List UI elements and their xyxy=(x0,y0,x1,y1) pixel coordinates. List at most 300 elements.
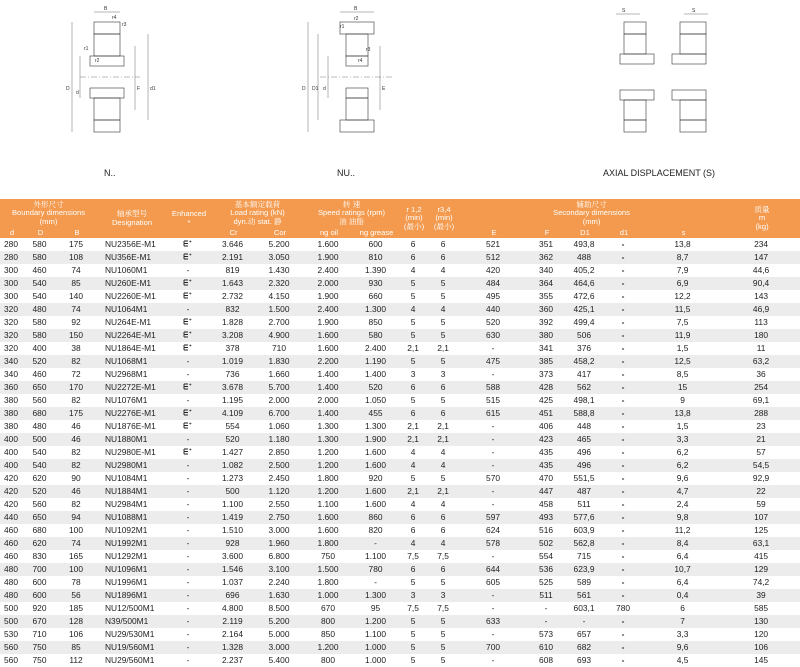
table-cell: 400 xyxy=(0,433,24,446)
table-cell: 693 xyxy=(577,655,592,665)
table-cell: 860 xyxy=(354,511,399,524)
table-cell: 23 xyxy=(756,421,766,431)
table-cell: 234 xyxy=(754,239,769,249)
enhanced-icon xyxy=(183,342,193,355)
enhanced-icon xyxy=(183,290,193,303)
table-cell: 5 xyxy=(410,577,416,587)
enhanced-icon xyxy=(183,277,193,290)
table-cell: 405,2 xyxy=(573,265,595,275)
table-cell: 460 xyxy=(4,525,18,535)
table-cell: - xyxy=(491,421,495,431)
table-cell: 254 xyxy=(724,381,800,394)
table-cell: 288 xyxy=(724,407,800,420)
table-cell xyxy=(167,342,211,355)
table-row xyxy=(0,368,800,381)
table-cell: 3.000 xyxy=(256,641,304,654)
table-cell: 11 xyxy=(756,343,766,353)
table-cell: 420 xyxy=(4,473,18,483)
table-row xyxy=(0,641,800,654)
table-row xyxy=(0,524,800,537)
label-d: d xyxy=(323,86,326,92)
table-cell: 130 xyxy=(724,615,800,628)
table-cell: N39/500M1 xyxy=(97,615,167,628)
label-d1: d1 xyxy=(150,86,156,92)
table-cell: 74,2 xyxy=(752,577,770,587)
bearing-table xyxy=(0,199,800,667)
table-cell: 502 xyxy=(529,537,565,550)
table-row xyxy=(0,446,800,459)
table-cell: 1.300 xyxy=(365,421,386,431)
table-cell: 930 xyxy=(354,277,399,290)
table-cell: 1.600 xyxy=(317,239,339,249)
table-cell: 3.678 xyxy=(211,381,256,394)
table-cell: 4 xyxy=(429,537,459,550)
table-cell: 495 xyxy=(486,291,501,301)
left-roller-bottom xyxy=(624,100,646,120)
table-row xyxy=(0,407,800,420)
table-cell: 6 xyxy=(440,239,446,249)
table-cell: 5 xyxy=(410,291,416,301)
table-cell: 521 xyxy=(486,239,501,249)
table-cell: 5 xyxy=(429,641,459,654)
table-cell: 520 xyxy=(354,381,399,394)
table-cell: NU1096M1 xyxy=(97,563,167,576)
table-cell: 6.700 xyxy=(256,407,304,420)
table-cell: 95 xyxy=(370,603,381,613)
table-cell: - xyxy=(167,355,211,368)
table-cell: 750 xyxy=(32,655,47,665)
table-cell: 1.430 xyxy=(268,265,290,275)
sub-grease: ng grease xyxy=(354,228,399,238)
table-cell: - xyxy=(605,589,643,602)
table-cell: 9 xyxy=(680,395,685,405)
table-cell: 21 xyxy=(724,433,800,446)
table-cell: 570 xyxy=(486,473,501,483)
table-cell: 520 xyxy=(486,317,501,327)
label-r4: r4 xyxy=(112,15,117,21)
table-cell: 1.200 xyxy=(317,447,339,457)
table-cell: 1.900 xyxy=(317,291,339,301)
table-cell: 82 xyxy=(71,447,81,457)
table-cell: 2.000 xyxy=(304,277,354,290)
table-cell: 2.450 xyxy=(268,473,290,483)
table-cell: 1.180 xyxy=(256,433,304,446)
table-cell: 440 xyxy=(459,303,529,316)
table-cell: 2.750 xyxy=(256,511,304,524)
table-cell: 175 xyxy=(69,239,83,249)
table-cell: 715 xyxy=(577,551,592,561)
table-cell: - xyxy=(605,381,643,394)
outer-ring-top xyxy=(94,22,120,34)
table-cell: - xyxy=(621,369,625,379)
table-cell: - xyxy=(491,343,495,353)
table-cell: NU2272E-M1 xyxy=(97,381,167,394)
table-cell: 920 xyxy=(368,473,383,483)
table-cell: 3,3 xyxy=(643,433,724,446)
inner-ring-bottom xyxy=(346,88,368,98)
table-cell: 1.400 xyxy=(365,369,386,379)
table-cell: 13,8 xyxy=(643,407,724,420)
table-cell: 448 xyxy=(577,421,592,431)
right-inner-top xyxy=(672,54,706,64)
table-cell: 580 xyxy=(32,239,47,249)
table-cell: 392 xyxy=(539,317,554,327)
table-cell: 780 xyxy=(616,603,631,613)
table-cell: 4 xyxy=(410,265,416,275)
table-cell: 180 xyxy=(724,329,800,342)
table-cell: 13,8 xyxy=(674,239,691,249)
table-cell: - xyxy=(621,395,625,405)
table-cell: 680 xyxy=(24,407,57,420)
table-cell: 5 xyxy=(440,655,446,665)
table-cell: 92 xyxy=(71,317,81,327)
table-row xyxy=(0,563,800,576)
table-cell: 554 xyxy=(225,421,240,431)
table-cell: 2.164 xyxy=(222,629,243,639)
label-r4: r4 xyxy=(358,58,363,64)
table-cell: 5 xyxy=(399,329,429,342)
table-cell: 2,1 xyxy=(407,421,419,431)
table-cell: 340 xyxy=(539,265,554,275)
table-cell: 300 xyxy=(4,265,18,275)
table-cell: 4.109 xyxy=(211,407,256,420)
table-cell: 1.200 xyxy=(304,641,354,654)
table-cell: 15 xyxy=(643,381,724,394)
table-cell: 4,7 xyxy=(643,485,724,498)
enhanced-icon xyxy=(183,420,193,433)
table-cell: 928 xyxy=(211,537,256,550)
table-cell: - xyxy=(605,329,643,342)
table-cell: 425,1 xyxy=(565,303,605,316)
table-cell: 63,2 xyxy=(724,355,800,368)
table-cell: 540 xyxy=(24,277,57,290)
table-cell: 378 xyxy=(225,343,240,353)
table-cell: 633 xyxy=(459,615,529,628)
table-cell: 1.100 xyxy=(365,629,386,639)
table-cell: 1.900 xyxy=(304,251,354,264)
table-cell: - xyxy=(621,447,625,457)
sub-oil: ng oil xyxy=(304,228,354,238)
table-cell: 320 xyxy=(0,329,24,342)
table-cell: 530 xyxy=(4,629,18,639)
table-cell: 340 xyxy=(4,369,18,379)
table-cell: 63,1 xyxy=(724,537,800,550)
table-cell: 2,1 xyxy=(429,433,459,446)
table-cell: - xyxy=(491,603,495,613)
header-enhanced: Enhanced * xyxy=(167,199,211,238)
table-cell: 2,1 xyxy=(399,433,429,446)
table-row xyxy=(0,342,800,355)
table-cell: - xyxy=(605,615,643,628)
table-cell: 562,8 xyxy=(565,537,605,550)
table-cell: 6,2 xyxy=(676,447,689,457)
sub-Cr: Cr xyxy=(211,228,256,238)
roller-bottom xyxy=(94,98,120,120)
table-cell: 74 xyxy=(57,537,97,550)
table-cell xyxy=(167,407,211,420)
table-cell: 5 xyxy=(410,655,416,665)
table-cell: 500 xyxy=(4,603,18,613)
table-cell: 1.300 xyxy=(304,433,354,446)
table-cell: NU1076M1 xyxy=(105,395,148,405)
table-cell: 4.900 xyxy=(256,329,304,342)
table-cell: - xyxy=(605,459,643,472)
inner-ring-top xyxy=(346,56,368,66)
table-cell: 605 xyxy=(486,577,501,587)
table-cell: 750 xyxy=(24,641,57,654)
label-r3: r3 xyxy=(366,47,371,53)
table-cell: 54,5 xyxy=(724,459,800,472)
table-cell: 1.000 xyxy=(365,655,386,665)
table-cell: 360 xyxy=(0,381,24,394)
table-cell: 1.200 xyxy=(304,459,354,472)
table-cell xyxy=(167,420,211,433)
table-cell: 9,8 xyxy=(643,511,724,524)
table-cell: 573 xyxy=(539,629,554,639)
table-cell: 1.830 xyxy=(256,355,304,368)
table-cell: 106 xyxy=(724,641,800,654)
table-cell: 1.510 xyxy=(222,525,243,535)
table-cell: 2.400 xyxy=(304,303,354,316)
table-cell: - xyxy=(605,355,643,368)
table-cell: - xyxy=(605,251,643,264)
table-cell: 380 xyxy=(529,329,565,342)
table-cell: 2,1 xyxy=(437,421,449,431)
header-r12: r 1,2 (min) (最小) xyxy=(399,199,429,238)
table-cell: 610 xyxy=(529,641,565,654)
table-row xyxy=(0,550,800,563)
enhanced-icon xyxy=(183,316,193,329)
roller-bottom xyxy=(346,98,368,120)
table-cell: 5 xyxy=(399,277,429,290)
label-r2: r2 xyxy=(354,16,359,22)
table-cell: 1.100 xyxy=(365,551,386,561)
table-cell: 1.200 xyxy=(354,615,399,628)
table-cell: 6 xyxy=(399,563,429,576)
table-cell: 603,9 xyxy=(573,525,595,535)
table-cell: 341 xyxy=(539,343,554,353)
table-cell: 657 xyxy=(577,629,592,639)
table-row xyxy=(0,420,800,433)
outer-ring-bottom xyxy=(340,120,374,132)
table-cell: 2,4 xyxy=(676,499,689,509)
table-cell: 506 xyxy=(565,329,605,342)
table-cell: 46 xyxy=(57,485,97,498)
sub-D: D xyxy=(24,228,57,238)
table-cell: 1.900 xyxy=(354,433,399,446)
table-cell: 1.500 xyxy=(304,563,354,576)
table-cell: 5 xyxy=(440,291,446,301)
table-cell: 7,5 xyxy=(407,551,419,561)
table-cell: NU264E-M1 xyxy=(105,317,152,327)
table-row xyxy=(0,303,800,316)
table-cell: 2,1 xyxy=(399,485,429,498)
table-cell: 465 xyxy=(565,433,605,446)
table-cell: 600 xyxy=(24,589,57,602)
label-r2: r2 xyxy=(95,58,100,64)
table-cell: 400 xyxy=(4,447,18,457)
table-row xyxy=(0,355,800,368)
left-outer-top xyxy=(624,22,646,34)
table-cell: - xyxy=(621,421,625,431)
table-cell: 5 xyxy=(440,395,446,405)
enhanced-icon xyxy=(183,251,193,264)
table-cell: NU1876E-M1 xyxy=(105,421,156,431)
table-cell: 4.800 xyxy=(222,603,243,613)
table-cell: 484 xyxy=(459,277,529,290)
table-cell: 1.019 xyxy=(211,355,256,368)
table-cell: 525 xyxy=(539,577,554,587)
table-cell: 11,5 xyxy=(643,303,724,316)
table-cell: 920 xyxy=(32,603,47,613)
table-cell: 9,6 xyxy=(676,473,689,483)
table-cell: 423 xyxy=(529,433,565,446)
table-cell: NU2980E-M1 xyxy=(105,447,156,457)
label-r1: r1 xyxy=(340,24,345,30)
table-cell: 6 xyxy=(410,525,416,535)
table-cell: 1.419 xyxy=(211,511,256,524)
table-cell: 736 xyxy=(225,369,240,379)
table-cell: 1.190 xyxy=(354,355,399,368)
table-cell: 1.300 xyxy=(317,421,339,431)
table-cell: 1.400 xyxy=(317,369,339,379)
table-cell: 145 xyxy=(754,655,769,665)
table-cell: 300 xyxy=(0,277,24,290)
table-cell: 2.119 xyxy=(211,615,256,628)
table-cell: 1.630 xyxy=(256,589,304,602)
label-D1: D1 xyxy=(312,86,319,92)
table-cell: 39 xyxy=(724,589,800,602)
table-cell: 560 xyxy=(0,641,24,654)
table-cell: NU2264E-M1 xyxy=(97,329,167,342)
table-cell: 800 xyxy=(321,655,335,665)
table-cell: - xyxy=(605,537,643,550)
table-cell: 1.643 xyxy=(211,277,256,290)
table-cell: 750 xyxy=(321,551,335,561)
table-cell: 644 xyxy=(459,563,529,576)
table-cell: 113 xyxy=(754,317,768,327)
table-cell: NU12/500M1 xyxy=(105,603,155,613)
table-cell: - xyxy=(605,511,643,524)
table-cell: 620 xyxy=(24,537,57,550)
roller-top xyxy=(94,34,120,56)
table-cell: 5.000 xyxy=(268,629,290,639)
table-cell: 6 xyxy=(680,603,685,613)
table-cell: - xyxy=(491,629,495,639)
table-cell: 10,7 xyxy=(643,563,724,576)
table-cell: 588 xyxy=(459,381,529,394)
table-cell: 458 xyxy=(539,499,554,509)
table-cell: 107 xyxy=(724,511,800,524)
table-cell: 561 xyxy=(565,589,605,602)
table-cell: 400 xyxy=(0,459,24,472)
table-cell: - xyxy=(186,551,190,561)
table-cell: NU19/560M1 xyxy=(97,641,167,654)
right-inner-bottom xyxy=(672,90,706,100)
table-cell: 147 xyxy=(724,251,800,264)
table-cell: 493 xyxy=(529,511,565,524)
table-cell: 8.500 xyxy=(268,603,290,613)
table-cell: 280 xyxy=(0,251,24,264)
table-cell: 2.700 xyxy=(268,317,290,327)
table-cell: 4 xyxy=(440,265,446,275)
table-cell: 5 xyxy=(399,355,429,368)
table-cell: 512 xyxy=(459,251,529,264)
table-cell: 650 xyxy=(24,381,57,394)
table-cell: 520 xyxy=(24,355,57,368)
table-cell: 560 xyxy=(32,395,47,405)
table-row xyxy=(0,589,800,602)
table-cell: 1.195 xyxy=(222,395,243,405)
table-cell: 3.208 xyxy=(211,329,256,342)
table-cell: 493,8 xyxy=(573,239,595,249)
table-cell: 82 xyxy=(57,355,97,368)
table-cell: 5 xyxy=(440,317,446,327)
table-cell: 1.600 xyxy=(317,343,339,353)
table-cell: 520 xyxy=(211,433,256,446)
table-row xyxy=(0,628,800,641)
table-cell: 143 xyxy=(754,291,769,301)
table-cell: 1.600 xyxy=(354,485,399,498)
table-cell: - xyxy=(186,629,190,639)
header-r34: r3,4 (min) (最小) xyxy=(429,199,459,238)
left-inner-top xyxy=(620,54,654,64)
table-cell: NU1292M1 xyxy=(105,551,148,561)
table-cell: 4 xyxy=(399,459,429,472)
table-cell: 2,1 xyxy=(437,343,449,353)
table-cell: 1.600 xyxy=(365,447,386,457)
sub-Cor: Cor xyxy=(256,228,304,238)
table-cell: 59 xyxy=(756,499,766,509)
table-cell: NU1864E-M1 xyxy=(105,343,156,353)
table-cell: 57 xyxy=(756,447,766,457)
table-cell: 1.100 xyxy=(222,499,243,509)
table-cell: 3,3 xyxy=(676,629,689,639)
table-cell: - xyxy=(167,511,211,524)
table-cell: 56 xyxy=(57,589,97,602)
table-cell: - xyxy=(167,459,211,472)
table-cell xyxy=(167,238,211,251)
table-cell: 11,9 xyxy=(643,329,724,342)
table-cell: 6 xyxy=(440,525,446,535)
table-cell: - xyxy=(621,265,625,275)
right-roller-top xyxy=(680,34,706,54)
table-cell: 830 xyxy=(32,551,47,561)
table-cell: 5 xyxy=(399,615,429,628)
header-boundary: 外形尺寸 Boundary dimensions (mm) xyxy=(0,199,97,228)
sub-E: E xyxy=(459,228,529,238)
table-cell: 1.600 xyxy=(317,525,339,535)
table-cell: 2,1 xyxy=(429,485,459,498)
table-cell: - xyxy=(621,473,625,483)
table-cell: 6,9 xyxy=(643,277,724,290)
table-cell: 5.200 xyxy=(268,239,290,249)
table-cell: 3 xyxy=(399,589,429,602)
table-cell: 5 xyxy=(440,473,446,483)
table-cell: 1.000 xyxy=(304,589,354,602)
table-cell: 500 xyxy=(211,485,256,498)
table-cell: 4 xyxy=(440,447,446,457)
table-cell: 600 xyxy=(32,577,47,587)
roller-top xyxy=(346,34,368,56)
sub-B: B xyxy=(57,228,97,238)
table-cell: - xyxy=(605,433,643,446)
table-cell: 1.600 xyxy=(304,511,354,524)
table-cell: 1,5 xyxy=(676,343,689,353)
table-cell: NU1896M1 xyxy=(97,589,167,602)
label-d: d xyxy=(76,90,79,96)
table-cell: 1.082 xyxy=(211,459,256,472)
